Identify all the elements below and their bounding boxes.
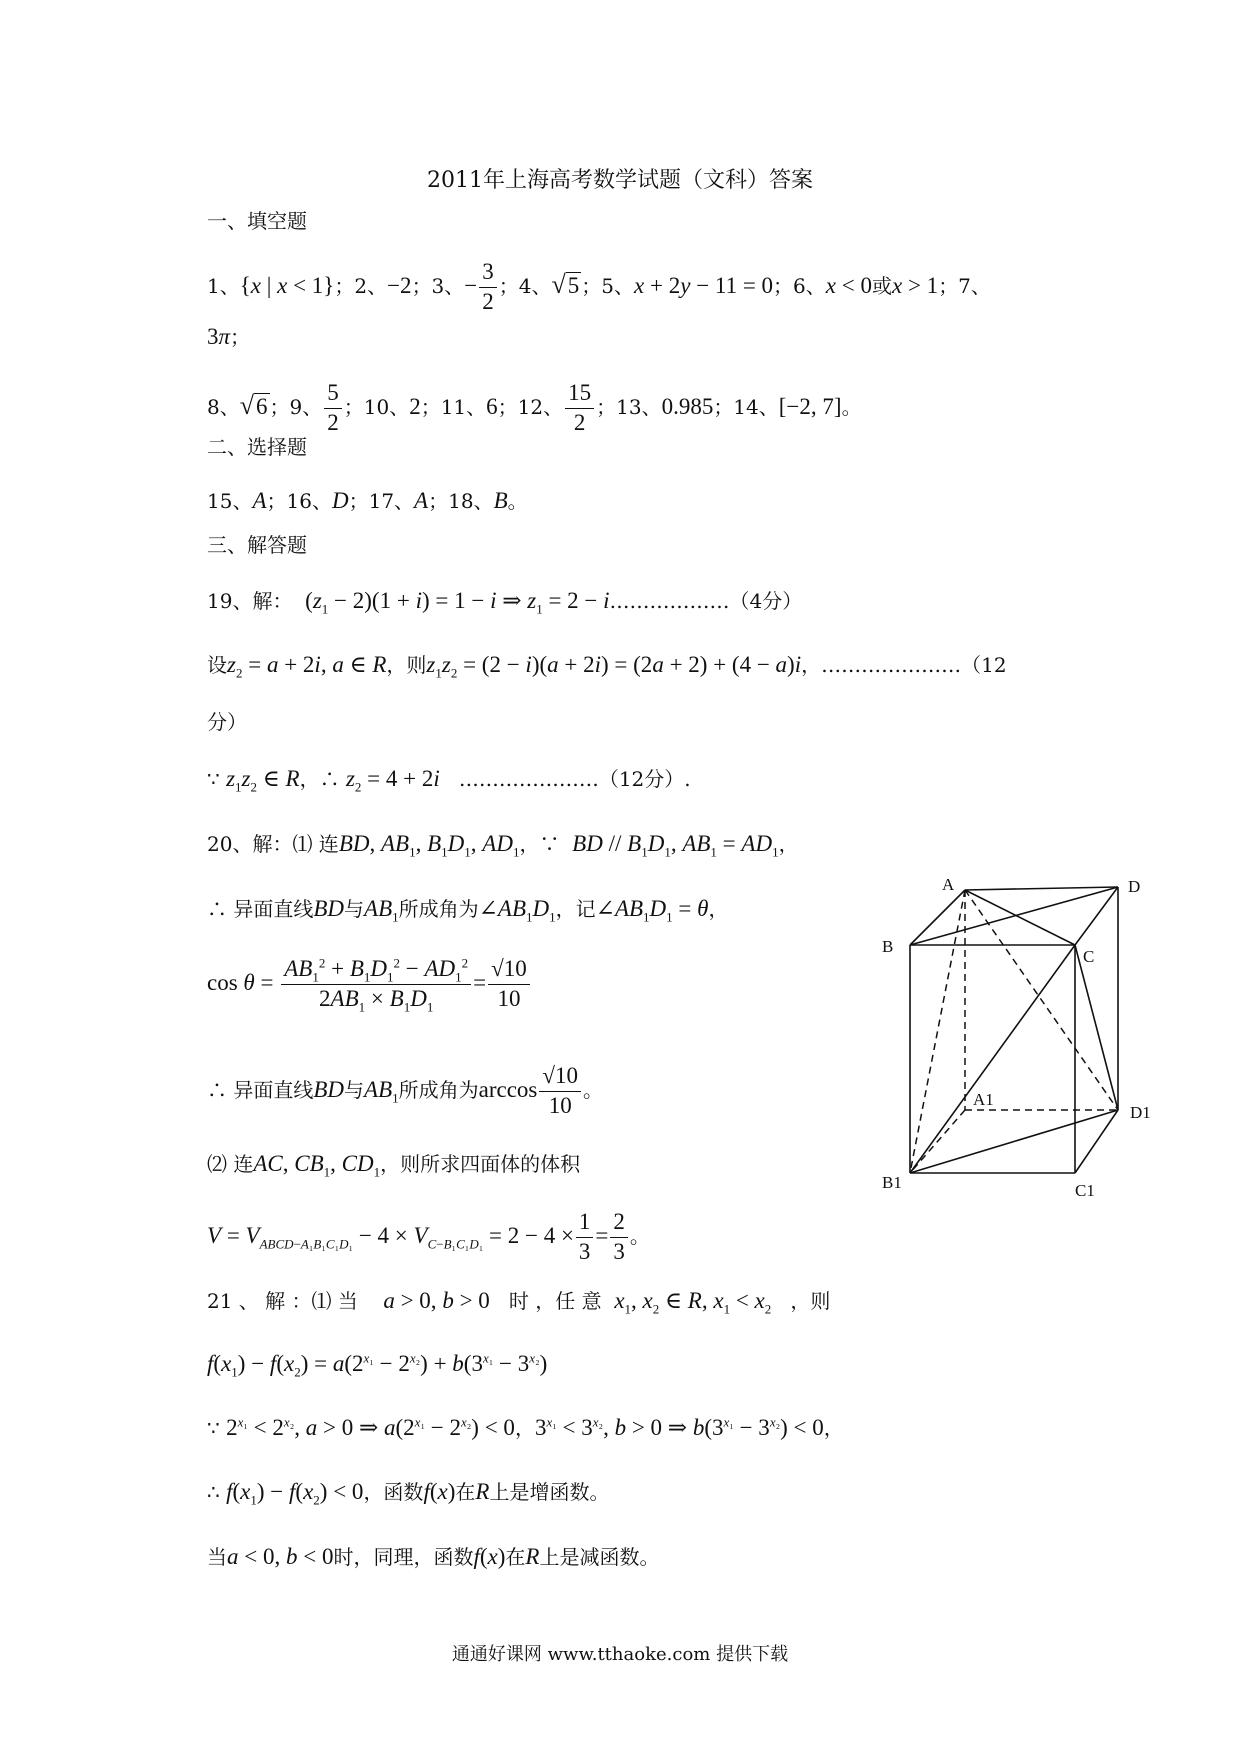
vertex-C1: C1 <box>1075 1181 1095 1200</box>
fill-answers-line-2: 3π； <box>207 324 251 349</box>
q20-cos-formula: cos θ = $\frac{AB_1^2 + B_1D_1^2 - AD_1^2}{2AB_1 \times B_1D_1}$ = $\frac{√10}{10}$ <box>207 955 532 1014</box>
edge-C1D1 <box>1075 1110 1118 1173</box>
vertex-A: A <box>942 875 955 894</box>
q21-line-4: ∴ $f(x_1) - f(x_2) < 0$，函数f(x)在R上是增函数。 <box>207 1479 610 1508</box>
vertex-D1: D1 <box>1130 1103 1151 1122</box>
q21-line-1: 21 、 解 ：⑴ 当 a > 0, b > 0 时 ，任 意 $x_1$, $x_2$ ∈ R, $x_1 < x_2$ ，则 <box>207 1288 831 1317</box>
section-solution: 三、解答题 <box>207 533 307 557</box>
edge-AD1 <box>965 890 1118 1110</box>
fill-answers-line-1: 1、{x | x < 1}；2、−2；3、− $\frac{3}{2}$ ；4、√5 ；5、x + 2y − 11 = 0；6、x < 0或x > 1；7、 <box>207 259 991 314</box>
q20-volume-formula: $V = V_{ABCD-A_1B_1C_1D_1} - 4 \times V_{C-B_1C_1D_1} = 2 - 4$ × $\frac{1}{3}$ = $\frac{2}{3}$ 。 <box>207 1209 650 1264</box>
edge-CD1 <box>1075 945 1118 1110</box>
q20-line-4: ∴ 异面直线BD与$AB_1$所成角为arccos $\frac{√10}{10}$ 。 <box>207 1063 604 1118</box>
q21-line-3: ∵ $2^{x_1} < 2^{x_2}$, a > 0 ⇒ $a(2^{x_1} - 2^{x_2}) < 0$，$3^{x_1} < 3^{x_2}$, b > 0 ⇒ $b(3^{x_1} - 3^{x_2}) < 0$， <box>207 1414 844 1440</box>
q19-line-2: 设$z_2 = a + 2i$, a ∈ R，则$z_1z_2 = (2 - i)(a + 2i) = (2a + 2) + (4 - a)i$，…………………（12 <box>207 652 1007 681</box>
q19-line-4: ∵ $z_1z_2$ ∈ R，∴ $z_2 = 4 + 2i$ …………………（12分）. <box>207 766 691 795</box>
diag-B1D1 <box>910 1110 1118 1173</box>
q19-line-3: 分） <box>207 710 247 734</box>
edge-AD <box>965 887 1118 890</box>
q20-part-2: ⑵ 连AC, $CB_1$, $CD_1$，则所求四面体的体积 <box>207 1151 581 1180</box>
edge-CD <box>1075 887 1118 945</box>
choice-answers: 15、A；16、D；17、A；18、B。 <box>207 488 528 513</box>
q20-line-1: 20、解：⑴ 连BD, $AB_1$, $B_1D_1$, $AD_1$，∵ BD // $B_1D_1$, $AB_1 = AD_1$， <box>207 831 799 860</box>
section-fill-blank: 一、填空题 <box>207 209 307 233</box>
section-choice: 二、选择题 <box>207 435 307 459</box>
diag-BD <box>910 887 1118 945</box>
vertex-B1: B1 <box>882 1173 902 1192</box>
vertex-D: D <box>1128 877 1141 896</box>
q21-line-2: $f(x_1) - f(x_2) = a(2^{x_1} - 2^{x_2}) + b(3^{x_1} - 3^{x_2})$ <box>207 1350 548 1380</box>
vertex-C: C <box>1083 947 1095 966</box>
q19-line-1: 19、解： $(z_1 - 2)(1 + i) = 1 - i$ ⇒ $z_1 = 2$ − i………………（4分） <box>207 588 803 617</box>
edge-AC <box>965 890 1075 945</box>
edge-CB1 <box>910 945 1075 1173</box>
prism-figure <box>870 860 1170 1210</box>
footer-credit: 通通好课网 www.tthaoke.com 提供下载 <box>451 1644 789 1665</box>
page-title: 2011年上海高考数学试题（文科）答案 <box>427 168 813 193</box>
vertex-A1: A1 <box>973 1090 994 1109</box>
fill-answers-line-3: 8、√6 ；9、 $\frac{5}{2}$ ；10、2；11、6；12、 $\frac{15}{2}$ ；13、0.985；14、[−2, 7]。 <box>207 380 862 435</box>
q21-line-5: 当a < 0, b < 0时，同理，函数f(x)在R上是减函数。 <box>207 1544 660 1569</box>
q20-line-2: ∴ 异面直线BD与$AB_1$所成角为$\angle AB_1D_1$，记$\angle AB_1D_1 = \theta$， <box>207 896 729 925</box>
edge-A1B1 <box>910 1110 965 1173</box>
vertex-B: B <box>882 937 894 956</box>
